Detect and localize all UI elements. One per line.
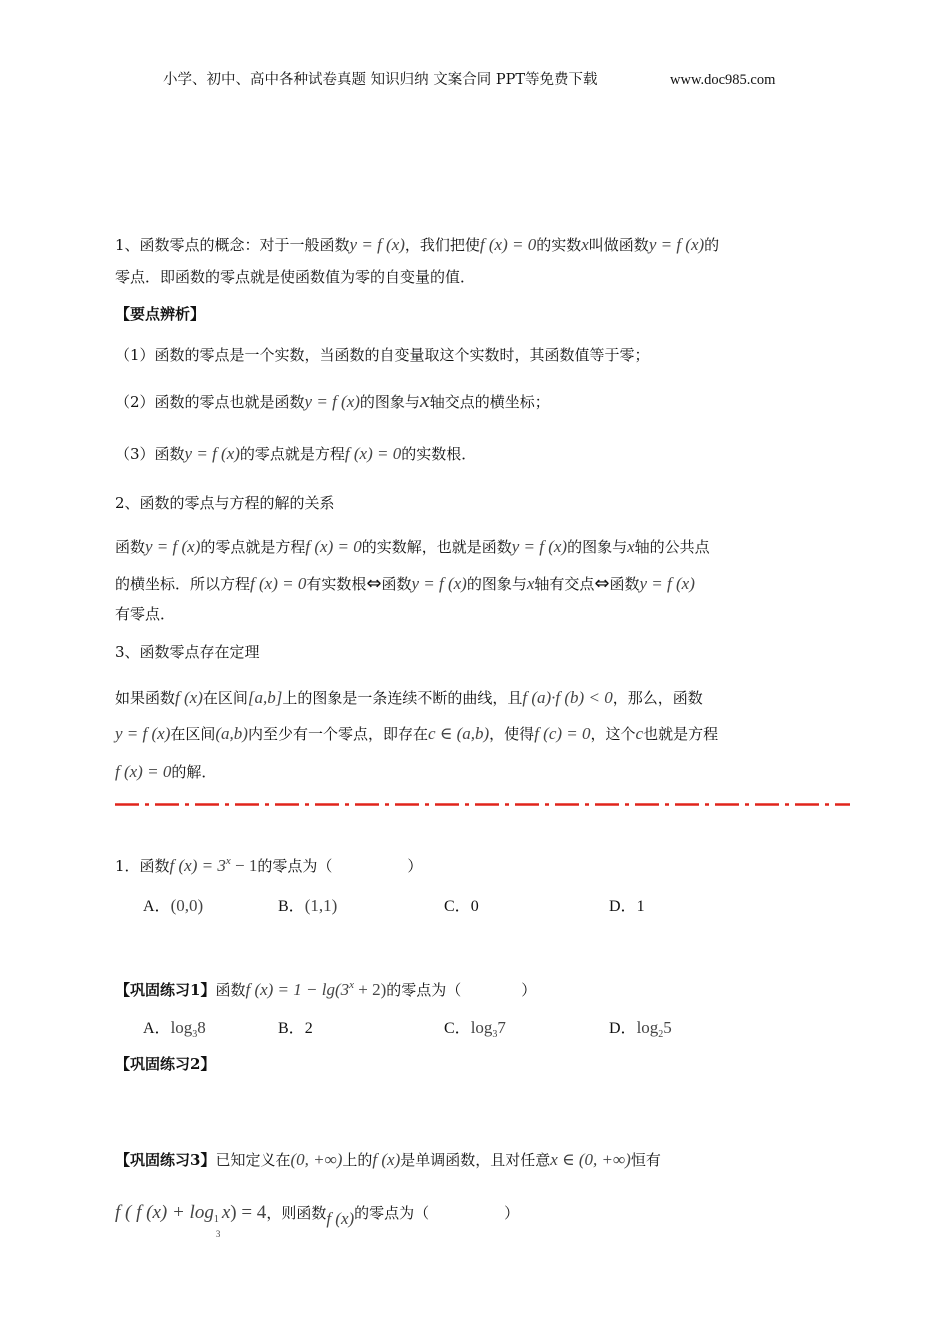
ex1-option-a[interactable]: A．$\log_38$	[143, 1018, 206, 1040]
key-point-2: （2）函数的零点也就是函数y = f (x)的图象与x轴交点的横坐标；	[115, 387, 550, 412]
concept-line-1: 1、函数零点的概念：对于一般函数y = f (x)，我们把使f (x) = 0的实数x叫做函数y = f (x)的	[115, 235, 720, 254]
header-url: www.doc985.com	[670, 72, 776, 88]
exercise-3-label: 【巩固练习3】	[115, 1151, 216, 1169]
log-base-fraction: 1 3	[213, 1214, 221, 1239]
exercise-1-label: 【巩固练习1】	[115, 981, 216, 999]
section-3-title: 3、函数零点存在定理	[115, 643, 260, 661]
question-1-stem: 1．函数f $(x) = 3^x - 1$的零点为（ ）	[115, 855, 423, 875]
exercise-1-stem: 【巩固练习1】函数f $(x) = 1 - \lg(3^x + 2)$的零点为（ ）	[115, 979, 537, 999]
equivalence-arrow-icon: ⇔	[594, 573, 610, 594]
key-point-1: （1）函数的零点是一个实数，当函数的自变量取这个实数时，其函数值等于零；	[115, 346, 650, 364]
section-2-line-3: 有零点．	[115, 605, 176, 623]
equivalence-arrow-icon: ⇔	[366, 573, 382, 594]
section-3-line-2: y = f (x)在区间(a,b)内至少有一个零点，即存在c ∈ (a,b)，使得f (c) = 0，这个c也就是方程	[115, 724, 719, 743]
section-2-line-2: 的横坐标．所以方程f (x) = 0有实数根⇔函数y = f (x)的图象与x轴有交点⇔函数y = f (x)	[115, 573, 695, 594]
exercise-3-line-1: 【巩固练习3】已知定义在(0, +∞)上的f (x)是单调函数，且对任意x ∈ (0, +∞)恒有	[115, 1150, 661, 1169]
exercise-3-line-2: f ( f (x) + log1 3 x) = 4，则函数f (x)的零点为（ ）	[115, 1202, 520, 1239]
concept-line-2: 零点．即函数的零点就是使函数值为零的自变量的值．	[115, 268, 476, 286]
section-2-line-1: 函数y = f (x)的零点就是方程f (x) = 0的实数解，也就是函数y = f (x)的图象与x轴的公共点	[115, 537, 710, 556]
q1-option-c[interactable]: C．0	[444, 898, 479, 915]
key-point-3: （3）函数y = f (x)的零点就是方程f (x) = 0的实数根．	[115, 444, 477, 463]
section-3-line-3: f (x) = 0的解．	[115, 762, 217, 781]
ex1-option-b[interactable]: B．2	[278, 1020, 313, 1037]
section-3-line-1: 如果函数f (x)在区间[a,b]上的图象是一条连续不断的曲线，且f (a)·f (b) < 0，那么，函数	[115, 688, 703, 707]
q1-option-b[interactable]: B．(1,1)	[278, 896, 338, 915]
section-divider	[115, 803, 850, 806]
section-2-title: 2、函数的零点与方程的解的关系	[115, 494, 335, 512]
header-title: 小学、初中、高中各种试卷真题 知识归纳 文案合同 PPT等免费下载	[163, 72, 598, 88]
ex1-option-c[interactable]: C．$\log_37$	[444, 1018, 506, 1040]
q1-option-d[interactable]: D．1	[609, 898, 645, 915]
exercise-2-label: 【巩固练习2】	[115, 1055, 216, 1073]
ex1-option-d[interactable]: D．$\log_25$	[609, 1018, 672, 1040]
key-points-title: 【要点辨析】	[115, 305, 206, 323]
q1-option-a[interactable]: A．(0,0)	[143, 896, 204, 915]
